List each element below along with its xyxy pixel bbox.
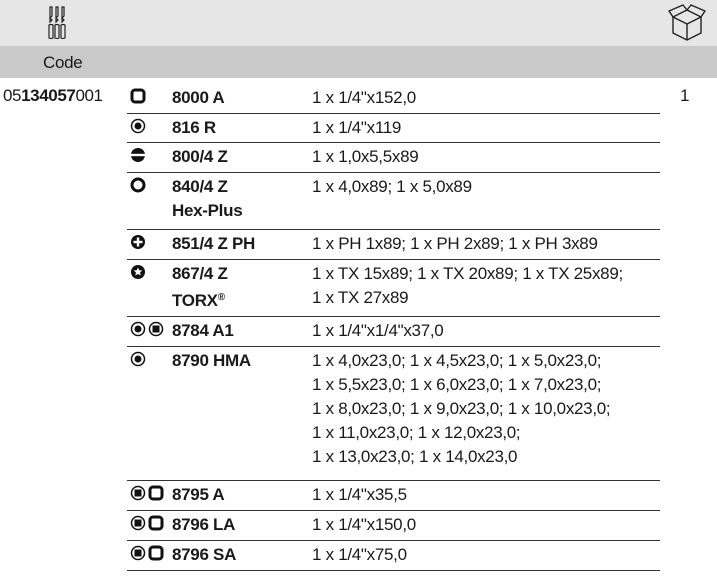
component-spec (312, 543, 662, 567)
component-row (127, 230, 660, 260)
component-name (172, 543, 236, 567)
component-name-line: 851/4 Z PH (172, 234, 255, 253)
component-name (172, 232, 255, 256)
drive-symbols (130, 353, 146, 369)
component-name-line: TORX® (172, 291, 225, 310)
drive-symbols (130, 487, 164, 503)
component-spec-line: 1 x 13,0x23,0; 1 x 14,0x23,0 (312, 447, 518, 466)
component-spec-line: 1 x 1/4"x150,0 (312, 515, 416, 534)
component-spec (312, 232, 662, 256)
package-box-icon (667, 3, 707, 48)
component-spec-line: 1 x 4,0x89; 1 x 5,0x89 (312, 177, 472, 196)
article-suffix: 001 (75, 86, 103, 105)
component-row (127, 173, 660, 230)
component-name (172, 175, 242, 223)
component-spec-line: 1 x 1/4"x1/4"x37,0 (312, 321, 444, 340)
quantity-value: 1 (680, 86, 690, 105)
component-spec-line: 1 x 11,0x23,0; 1 x 12,0x23,0; (312, 423, 521, 442)
component-row (127, 511, 660, 541)
component-row (127, 114, 660, 143)
component-name-line: 867/4 Z (172, 264, 228, 283)
code-column-label: Code (43, 53, 83, 72)
drive-symbols (130, 120, 146, 136)
component-name-line: 8000 A (172, 88, 225, 107)
square-filled-icon (148, 321, 164, 342)
component-spec (312, 319, 662, 343)
drive-symbols (130, 547, 164, 563)
round-dot-icon (130, 351, 146, 372)
component-name-line: 840/4 Z (172, 177, 228, 196)
square-drive-icon (148, 515, 164, 536)
component-spec-line: 1 x 1/4"x35,5 (312, 485, 407, 504)
component-row (127, 260, 660, 317)
component-name-line: 8796 SA (172, 545, 237, 564)
component-spec-line: 1 x 1,0x5,5x89 (312, 147, 419, 166)
component-name (172, 262, 228, 313)
component-name-line: 8796 LA (172, 515, 236, 534)
component-spec (312, 513, 662, 537)
component-name (172, 513, 235, 537)
component-name (172, 145, 228, 169)
drive-symbols (130, 236, 146, 252)
component-spec-line: 1 x 4,0x23,0; 1 x 4,5x23,0; 1 x 5,0x23,0; (312, 351, 602, 370)
article-number (3, 86, 103, 106)
drive-symbols (130, 323, 164, 339)
component-spec-line: 1 x 1/4"x119 (312, 118, 402, 137)
component-name-line: 816 R (172, 118, 216, 137)
component-row (127, 143, 660, 173)
component-row (127, 317, 660, 347)
code-header-bar (0, 46, 717, 78)
component-spec (312, 145, 662, 169)
square-drive-icon (148, 545, 164, 566)
article-bold-part: 134057 (21, 86, 76, 105)
component-spec (312, 86, 662, 110)
square-filled-icon (130, 485, 146, 506)
component-name (172, 349, 251, 373)
component-name-line: Hex-Plus (172, 201, 243, 220)
component-spec-line: 1 x TX 27x89 (312, 288, 409, 307)
square-drive-icon (130, 88, 146, 109)
component-spec (312, 483, 662, 507)
component-spec-line: 1 x 1/4"x152,0 (312, 88, 416, 107)
component-row (127, 481, 660, 511)
component-name (172, 319, 234, 343)
registered-mark: ® (217, 292, 225, 303)
component-row (127, 84, 660, 114)
component-spec-line: 1 x PH 1x89; 1 x PH 2x89; 1 x PH 3x89 (312, 234, 598, 253)
hex-icon (130, 177, 146, 198)
component-name-line: 8784 A1 (172, 321, 234, 340)
drive-symbols (130, 149, 146, 165)
drive-symbols (130, 517, 164, 533)
component-name-line: 800/4 Z (172, 147, 228, 166)
round-dot-icon (130, 118, 146, 139)
square-drive-icon (148, 485, 164, 506)
screwdriver-set-icon (47, 6, 69, 45)
drive-symbols (130, 266, 146, 282)
square-filled-icon (130, 515, 146, 536)
component-name (172, 86, 224, 110)
component-name-line: 8795 A (172, 485, 225, 504)
torx-icon (130, 264, 146, 285)
round-dot-icon (130, 321, 146, 342)
component-spec (312, 262, 662, 310)
component-row (127, 541, 660, 571)
component-spec-line: 1 x 1/4"x75,0 (312, 545, 407, 564)
square-filled-icon (130, 545, 146, 566)
component-name (172, 483, 224, 507)
header-icon-bar (0, 0, 717, 46)
component-spec-line: 1 x 8,0x23,0; 1 x 9,0x23,0; 1 x 10,0x23,0; (312, 399, 611, 418)
component-row (127, 347, 660, 481)
component-spec (312, 116, 662, 140)
component-spec (312, 349, 662, 469)
component-spec (312, 175, 662, 199)
component-spec-line: 1 x TX 15x89; 1 x TX 20x89; 1 x TX 25x89; (312, 264, 623, 283)
component-spec-line: 1 x 5,5x23,0; 1 x 6,0x23,0; 1 x 7,0x23,0; (312, 375, 602, 394)
phillips-icon (130, 234, 146, 255)
article-prefix: 05 (3, 86, 22, 105)
component-name-line: 8790 HMA (172, 351, 251, 370)
drive-symbols (130, 90, 146, 106)
slotted-icon (130, 147, 146, 168)
component-name (172, 116, 216, 140)
drive-symbols (130, 179, 146, 195)
